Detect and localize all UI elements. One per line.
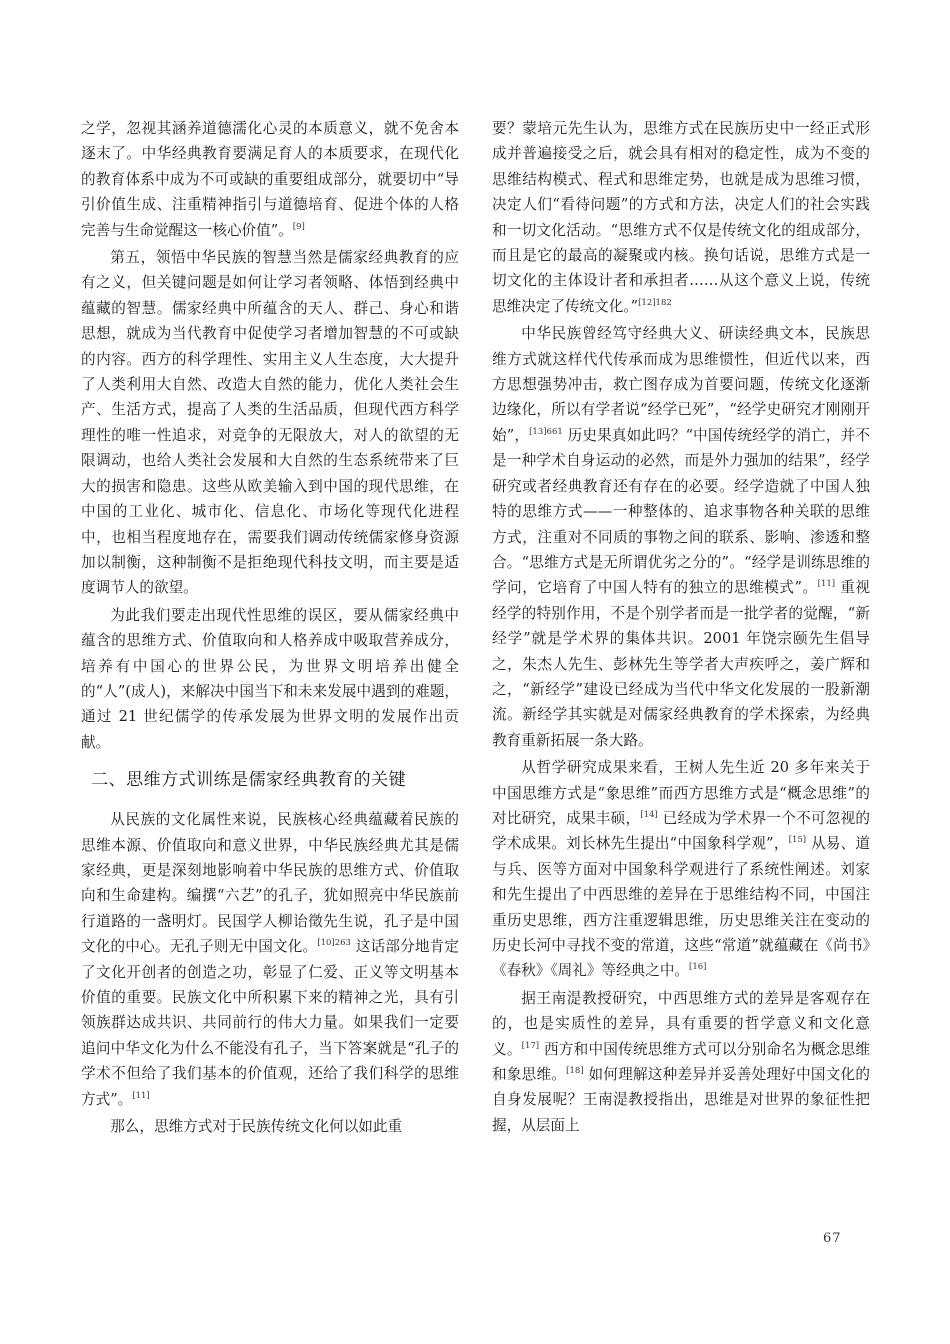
section-heading: 二、思维方式训练是儒家经典教育的关键 bbox=[91, 770, 407, 791]
citation: [11] bbox=[817, 579, 836, 590]
paragraph: 从民族的文化属性来说，民族核心经典蕴藏着民族的思维本源、价值取向和意义世界，中华民族经典尤其是儒家经典，更是深刻地影响着中华民族的思维方式、价值取向和生命建构。编撰“六艺”的孔子，犹如照亮中华民族前行道路的一盏明灯。民国学人柳诒徵先生说，孔子是中国文化的中心。无孔子则无中国文化。$^{[10]263}$ 这话部分地肯定了文化开创者的创造之功，彰显了仁爱、正义等文明基本价值的重要。民族文化中所积累下来的精神之光，具有引领族群达成共识、共同前行的伟大力量。如果我们一定要追问中华文化为什么不能没有孔子，当下答案就是“孔子的学术不但给了我们基本的价值观，还给了我们科学的思维方式”。[11] bbox=[81, 811, 459, 1108]
citation: [11] bbox=[132, 1090, 150, 1101]
citation: [9] bbox=[292, 221, 305, 232]
citation: [18] bbox=[566, 1066, 584, 1077]
left-column bbox=[81, 116, 459, 1139]
citation: [13]661 bbox=[529, 427, 563, 438]
page-number: 67 bbox=[823, 1231, 842, 1246]
paragraph: 中华民族曾经笃守经典大义、研读经典文本，民族思维方式就这样代代传承而成为思维惯性，但近代以来，西方思想强势冲击，救亡图存成为首要问题，传统文化逐渐边缘化，所以有学者说“经学已死”，“经学史研究才刚刚开始”，$^{[13]661}$ 历史果真如此吗？“中国传统经学的消亡，并不是一种学术自身运动的必然，而是外力强加的结果”，经学研究或者经典教育还有存在的必要。经学造就了中国人独特的思维方式——一种整体的、追求事物各种关联的思维方式，注重对不同质的事物之间的联系、影响、渗透和整合。“思维方式是无所谓优劣之分的”。“经学是训练思维的学问，它培育了中国人特有的独立的思维模式”。[11] 重视经学的特别作用，不是个别学者而是一批学者的觉醒，“新经学”就是学术界的集体共识。2001 年饶宗颐先生倡导之，朱杰人先生、彭林先生等学者大声疾呼之，姜广辉和之，“新经学”建设已经成为当代中华文化发展的一股新潮流。新经学其实就是对儒家经典教育的学术探索，为经典教育重新拓展一条大路。 bbox=[492, 325, 871, 749]
citation: [12]182 bbox=[638, 297, 672, 308]
right-column bbox=[492, 116, 870, 1138]
paragraph: 第五，领悟中华民族的智慧当然是儒家经典教育的应有之义，但关键问题是如何让学习者领略、体悟到经典中蕴藏的智慧。儒家经典中所蕴含的天人、群己、身心和谐思想，就成为当代教育中促使学习者增加智慧的不可或缺的内容。西方的科学理性、实用主义人生态度，大大提升了人类利用大自然、改造大自然的能力，优化人类社会生产、生活方式，提高了人类的生活品质，但现代西方科学理性的唯一性追求，对竞争的无限放大，对人的欲望的无限调动，也给人类社会发展和大自然的生态系统带来了巨大的损害和隐患。这些从欧美输入到中国的现代思维，在中国的工业化、城市化、信息化、市场化等现代化进程中，也相当程度地存在，需要我们调动传统儒家修身资源加以制衡，这种制衡不是拒绝现代科技文明，而主要是适度调节人的欲望。 bbox=[81, 249, 459, 597]
paragraph: 要？蒙培元先生认为，思维方式在民族历史中一经正式形成并普遍接受之后，就会具有相对的稳定性，成为不变的思维结构模式、程式和思维定势，也就是成为思维习惯，决定人们“看待问题”的方式和方法，决定人们的社会实践和一切文化活动。“思维方式不仅是传统文化的组成部分，而且是它的最高的凝聚或内核。换句话说，思维方式是一切文化的主体设计者和承担者……从这个意义上说，传统思维决定了传统文化。”$^{[12]182}$ bbox=[492, 120, 870, 315]
paragraph: 据王南湜教授研究，中西思维方式的差异是客观存在的，也是实质性的差异，具有重要的哲学意义和文化意义。[17] 西方和中国传统思维方式可以分别命名为概念思维和象思维。[18] 如何理解这种差异并妥善处理好中国文化的自身发展呢？王南湜教授指出，思维是对世界的象征性把握，从层面上 bbox=[492, 989, 870, 1134]
citation: [10]263 bbox=[317, 938, 351, 949]
paragraph: 之学，忽视其涵养道德濡化心灵的本质意义，就不免舍本逐末了。中华经典教育要满足育人的本质要求，在现代化的教育体系中成为不可或缺的重要组成部分，就要切中“导引价值生成、注重精神指引与道德培育、促进个体的人格完善与生命觉醒这一核心价值”。[9] bbox=[81, 120, 459, 239]
paragraph: 为此我们要走出现代性思维的误区，要从儒家经典中蕴含的思维方式、价值取向和人格养成中吸取营养成分，培养有中国心的世界公民，为世界文明培养出健全的“人”(成人)，来解决中国当下和未来发展中遇到的难题，通过 21 世纪儒学的传承发展为世界文明的发展作出贡献。 bbox=[81, 606, 459, 751]
paragraph: 那么，思维方式对于民族传统文化何以如此重 bbox=[110, 1118, 403, 1136]
citation: [17] bbox=[521, 1040, 540, 1051]
paragraph: 从哲学研究成果来看，王树人先生近 20 多年来关于中国思维方式是“象思维”而西方思维方式是“概念思维”的对比研究，成果丰硕，[14] 已经成为学术界一个不可忽视的学术成果。刘长林先生提出“中国象科学观”，[15] 从易、道与兵、医等方面对中国象科学观进行了系统性阐述。刘家和先生提出了中西思维的差异在于思维结构不同，中国注重历史思维，西方注重逻辑思维，历史思维关注在变动的历史长河中寻找不变的常道，这些“常道”就蕴藏在《尚书》《春秋》《周礼》等经典之中。[16] bbox=[492, 759, 870, 980]
citation: [15] bbox=[788, 835, 807, 846]
citation: [16] bbox=[689, 962, 707, 973]
citation: [14] bbox=[640, 810, 658, 821]
